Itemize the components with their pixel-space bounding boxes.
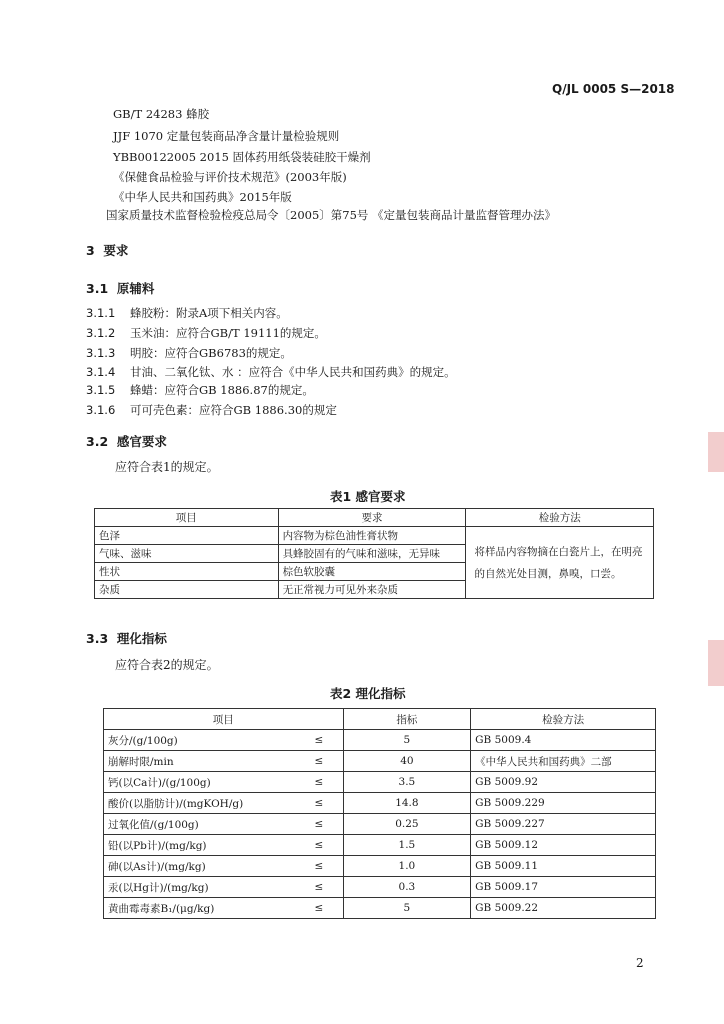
- table-row: [104, 856, 656, 877]
- section-3-2-heading: [86, 432, 167, 450]
- table-header-cell: 要求: [278, 509, 466, 527]
- list-item: 3.1.5 蜂蜡：应符合GB 1886.87的规定。: [86, 383, 314, 397]
- list-item: 3.1.2 玉米油：应符合GB/T 19111的规定。: [86, 326, 326, 340]
- table-cell: 无正常视力可见外来杂质: [278, 581, 466, 599]
- stamp-fragment: [708, 432, 724, 472]
- section-3-heading: [86, 241, 128, 259]
- section-title: 要求: [103, 243, 129, 258]
- table-cell: GB 5009.92: [471, 772, 656, 793]
- table-row: [104, 730, 656, 751]
- section-number: 3.3: [86, 631, 109, 646]
- comparison-operator: ≤: [295, 835, 343, 856]
- comparison-operator: ≤: [295, 856, 343, 877]
- comparison-operator: ≤: [295, 877, 343, 898]
- section-title: 理化指标: [116, 631, 167, 646]
- table-cell: 钙(以Ca计)/(g/100g): [104, 772, 296, 793]
- table-cell: 具蜂胶固有的气味和滋味，无异味: [278, 545, 466, 563]
- table-2-caption: 表2 理化指标: [330, 686, 406, 701]
- comparison-operator: ≤: [295, 793, 343, 814]
- table-header-row: [104, 709, 656, 730]
- comparison-operator: ≤: [295, 772, 343, 793]
- table-row: [104, 793, 656, 814]
- table-cell: 性状: [95, 563, 279, 581]
- list-item: 3.1.6 可可壳色素：应符合GB 1886.30的规定: [86, 403, 337, 417]
- inspection-method-cell: 将样品内容物摘在白瓷片上，在明亮的自然光处目测，鼻嗅，口尝。: [466, 527, 654, 599]
- table-cell: 气味、滋味: [95, 545, 279, 563]
- reference-item: 《保健食品检验与评价技术规范》(2003年版): [113, 170, 347, 184]
- comparison-operator: ≤: [295, 730, 343, 751]
- table-cell: 内容物为棕色油性膏状物: [278, 527, 466, 545]
- table-cell: 汞(以Hg计)/(mg/kg): [104, 877, 296, 898]
- table-cell: 1.0: [343, 856, 471, 877]
- table-1-caption: 表1 感官要求: [330, 489, 406, 504]
- table-header-cell: 项目: [95, 509, 279, 527]
- section-3-3-heading: [86, 629, 167, 647]
- table-header-cell: 检验方法: [471, 709, 656, 730]
- table-cell: 40: [343, 751, 471, 772]
- reference-item: GB/T 24283 蜂胶: [113, 107, 210, 121]
- table-cell: 0.3: [343, 877, 471, 898]
- table-cell: 3.5: [343, 772, 471, 793]
- section-title: 原辅料: [116, 281, 155, 296]
- table-cell: GB 5009.229: [471, 793, 656, 814]
- table-header-cell: 项目: [104, 709, 344, 730]
- table-cell: 崩解时限/min: [104, 751, 296, 772]
- table-cell: 《中华人民共和国药典》二部: [471, 751, 656, 772]
- table-cell: GB 5009.12: [471, 835, 656, 856]
- table-cell: 色泽: [95, 527, 279, 545]
- table-cell: 棕色软胶囊: [278, 563, 466, 581]
- table-cell: 0.25: [343, 814, 471, 835]
- table-cell: 过氧化值/(g/100g): [104, 814, 296, 835]
- table-cell: 砷(以As计)/(mg/kg): [104, 856, 296, 877]
- table-cell: 5: [343, 730, 471, 751]
- document-code: Q/JL 0005 S—2018: [552, 82, 675, 96]
- table-cell: 黄曲霉毒素B₁/(μg/kg): [104, 898, 296, 919]
- comparison-operator: ≤: [295, 751, 343, 772]
- table-cell: 酸价(以脂肪计)/(mgKOH/g): [104, 793, 296, 814]
- list-item: 3.1.1 蜂胶粉：附录A项下相关内容。: [86, 306, 288, 320]
- table-row: [104, 772, 656, 793]
- section-number: 3.2: [86, 434, 109, 449]
- table-header-cell: 检验方法: [466, 509, 654, 527]
- section-3-3-paragraph: 应符合表2的规定。: [115, 658, 219, 672]
- section-title: 感官要求: [116, 434, 167, 449]
- table-cell: GB 5009.11: [471, 856, 656, 877]
- section-number: 3.1: [86, 281, 109, 296]
- table-cell: 1.5: [343, 835, 471, 856]
- table-cell: GB 5009.227: [471, 814, 656, 835]
- table-row: [104, 751, 656, 772]
- comparison-operator: ≤: [295, 898, 343, 919]
- page-number: 2: [636, 956, 644, 970]
- sensory-requirements-table: [94, 508, 654, 599]
- section-number: 3: [86, 243, 95, 258]
- table-cell: 杂质: [95, 581, 279, 599]
- table-header-row: [95, 509, 654, 527]
- table-row: [95, 527, 654, 545]
- table-cell: 灰分/(g/100g): [104, 730, 296, 751]
- comparison-operator: ≤: [295, 814, 343, 835]
- reference-item: YBB00122005 2015 固体药用纸袋装硅胶干燥剂: [113, 150, 371, 164]
- table-cell: GB 5009.4: [471, 730, 656, 751]
- physicochemical-indicators-table: [103, 708, 656, 919]
- table-cell: 5: [343, 898, 471, 919]
- table-cell: 14.8: [343, 793, 471, 814]
- section-3-1-heading: [86, 279, 154, 297]
- reference-item: JJF 1070 定量包装商品净含量计量检验规则: [113, 129, 340, 143]
- table-cell: GB 5009.17: [471, 877, 656, 898]
- table-header-cell: 指标: [343, 709, 471, 730]
- list-item: 3.1.3 明胶：应符合GB6783的规定。: [86, 346, 292, 360]
- section-3-2-paragraph: 应符合表1的规定。: [115, 460, 219, 474]
- reference-item: 《中华人民共和国药典》2015年版: [113, 190, 292, 204]
- stamp-fragment: [708, 640, 724, 686]
- list-item: 3.1.4 甘油、二氧化钛、水 ：应符合《中华人民共和国药典》的规定。: [86, 365, 456, 379]
- table-row: [104, 898, 656, 919]
- reference-item: 国家质量技术监督检验检疫总局令〔2005〕第75号 《定量包装商品计量监督管理办法》: [106, 208, 557, 222]
- table-row: [104, 835, 656, 856]
- table-cell: GB 5009.22: [471, 898, 656, 919]
- table-row: [104, 814, 656, 835]
- table-row: [104, 877, 656, 898]
- table-cell: 铅(以Pb计)/(mg/kg): [104, 835, 296, 856]
